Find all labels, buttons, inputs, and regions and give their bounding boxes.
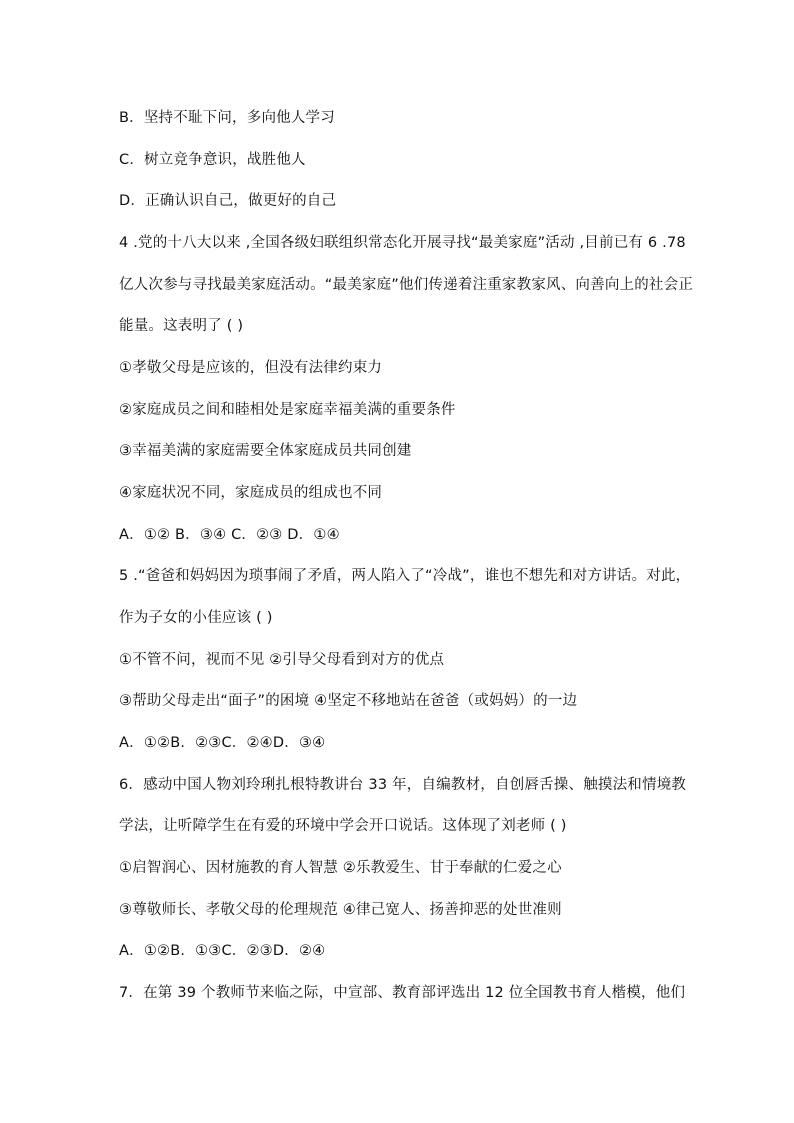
question-4-statement-3: ③幸福美满的家庭需要全体家庭成员共同创建 bbox=[119, 443, 412, 459]
question-7-line-1: 7．在第 39 个教师节来临之际，中宣部、教育部评选出 12 位全国教书育人楷模，他们 bbox=[119, 985, 686, 1001]
question-6-statements-1-2: ①启智润心、因材施教的育人智慧 ②乐教爱生、甘于奉献的仁爱之心 bbox=[119, 860, 562, 876]
question-6-line-2: 学法，让听障学生在有爱的环境中学会开口说话。这体现了刘老师 ( ) bbox=[119, 818, 567, 834]
question-6-statements-3-4: ③尊敬师长、孝敬父母的伦理规范 ④律己宽人、扬善抑恶的处世准则 bbox=[119, 902, 562, 918]
option-c-q3: C．树立竞争意识，战胜他人 bbox=[119, 152, 306, 168]
question-4-line-3: 能量。这表明了 ( ) bbox=[119, 318, 244, 334]
question-4-statement-4: ④家庭状况不同，家庭成员的组成也不同 bbox=[119, 485, 383, 501]
question-6-line-1: 6．感动中国人物刘玲琍扎根特教讲台 33 年，自编教材，自创唇舌操、触摸法和情境教 bbox=[119, 777, 687, 793]
option-d-q3: D．正确认识自己，做更好的自己 bbox=[119, 193, 337, 209]
question-4-statement-1: ①孝敬父母是应该的，但没有法律约束力 bbox=[119, 360, 383, 376]
option-b-q3: B．坚持不耻下问，多向他人学习 bbox=[119, 110, 335, 126]
question-5-statements-1-2: ①不管不问，视而不见 ②引导父母看到对方的优点 bbox=[119, 652, 445, 668]
question-5-line-2: 作为子女的小佳应该 ( ) bbox=[119, 610, 273, 626]
question-4-choices: A．①② B．③④ C．②③ D．①④ bbox=[119, 527, 340, 543]
question-5-choices: A．①②B．②③C．②④D．③④ bbox=[119, 735, 326, 751]
question-4-statement-2: ②家庭成员之间和睦相处是家庭幸福美满的重要条件 bbox=[119, 402, 456, 418]
question-4-line-1: 4 .党的十八大以来 ,全国各级妇联组织常态化开展寻找“最美家庭”活动 ,目前已有 6 .78 bbox=[119, 235, 686, 251]
question-4-line-2: 亿人次参与寻找最美家庭活动。“最美家庭”他们传递着注重家教家风、向善向上的社会正 bbox=[119, 277, 694, 293]
question-6-choices: A．①②B．①③C．②③D．②④ bbox=[119, 943, 326, 959]
question-5-line-1: 5 .“爸爸和妈妈因为琐事闹了矛盾，两人陷入了“冷战”，谁也不想先和对方讲话。对此， bbox=[119, 568, 691, 584]
question-5-statements-3-4: ③帮助父母走出“面子”的困境 ④坚定不移地站在爸爸（或妈妈）的一边 bbox=[119, 693, 578, 709]
